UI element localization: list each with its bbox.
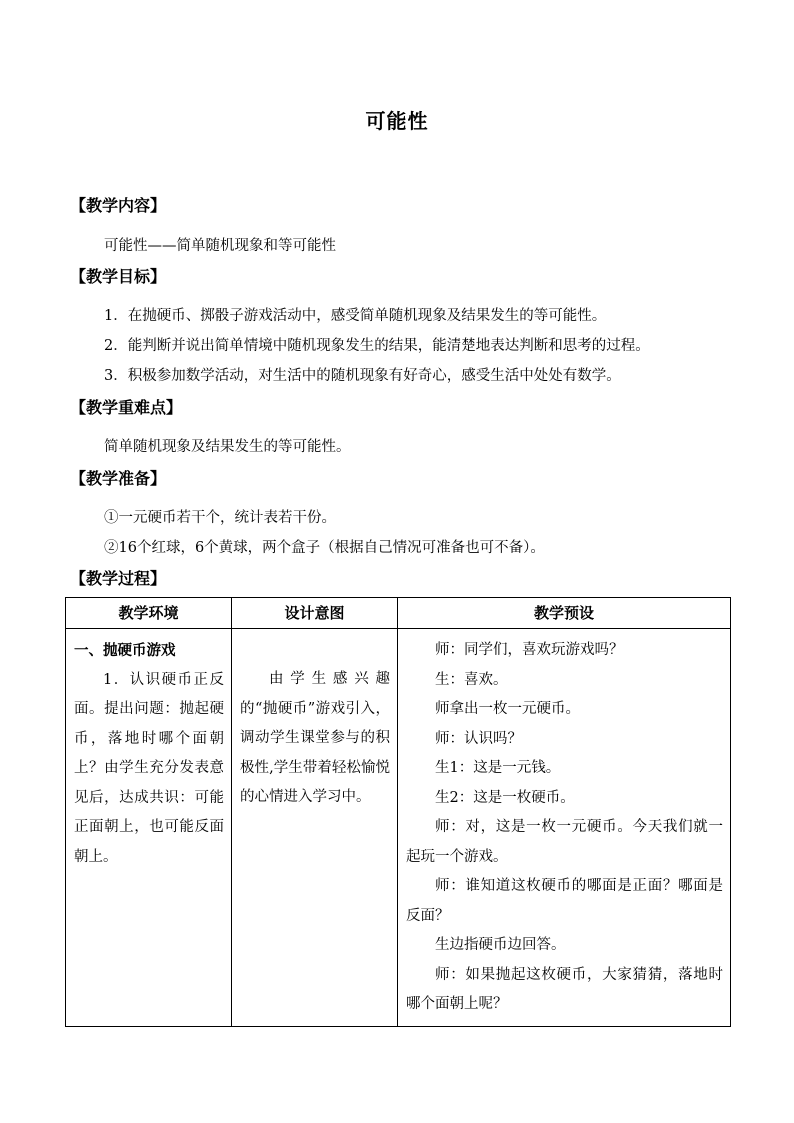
dialogue-line: 师拿出一枚一元硬币。 bbox=[435, 701, 580, 717]
dialogue-line: 生2：这是一枚硬币。 bbox=[435, 789, 575, 806]
dialogue-line: 生边指硬币边回答。 bbox=[435, 937, 566, 953]
table-header-environment: 教学环境 bbox=[66, 598, 232, 629]
content-text: 可能性——简单随机现象和等可能性 bbox=[104, 238, 336, 254]
intent-text: 由学生感兴趣的“抛硬币”游戏引入，调动学生课堂参与的积极性,学生带着轻松愉悦的心情进入学习中。 bbox=[240, 671, 390, 805]
dialogue-line: 师：对，这是一枚一元硬币。今天我们就一起玩一个游戏。 bbox=[406, 819, 723, 865]
dialogue-line: 生1：这是一元钱。 bbox=[435, 760, 561, 776]
section-heading-process: 【教学过程】 bbox=[70, 569, 167, 588]
dialogue-line: 师：认识吗？ bbox=[435, 730, 522, 747]
dialogue-line: 师：如果抛起这枚硬币，大家猜猜，落地时哪个面朝上呢？ bbox=[406, 966, 723, 1012]
page-title: 可能性 bbox=[365, 109, 429, 133]
objective-item-1: 1．在抛硬币、掷骰子游戏活动中，感受简单随机现象及结果发生的等可能性。 bbox=[104, 308, 607, 324]
key-points-text: 简单随机现象及结果发生的等可能性。 bbox=[104, 439, 351, 455]
table-cell-intent bbox=[232, 629, 398, 1027]
preparation-item-2: ②16个红球，6个黄球，两个盒子（根据自己情况可准备也可不备）。 bbox=[104, 540, 545, 556]
preparation-item-1: ①一元硬币若干个，统计表若干份。 bbox=[104, 510, 336, 526]
dialogue-line: 生：喜欢。 bbox=[435, 671, 508, 688]
table-header-intent: 设计意图 bbox=[232, 598, 398, 629]
table-row bbox=[66, 629, 731, 1027]
teaching-process-table bbox=[65, 597, 731, 1027]
objective-item-3: 3．积极参加数学活动，对生活中的随机现象有好奇心，感受生活中处处有数学。 bbox=[104, 368, 621, 384]
objective-item-2: 2．能判断并说出简单情境中随机现象发生的结果，能清楚地表达判断和思考的过程。 bbox=[104, 338, 650, 354]
env-text: 1．认识硬币正反面。提出问题：抛起硬币，落地时哪个面朝上？由学生充分发表意见后，达成共识：可能正面朝上，也可能反面朝上。 bbox=[74, 671, 224, 865]
section-heading-content: 【教学内容】 bbox=[70, 196, 167, 215]
table-header-preset: 教学预设 bbox=[398, 598, 731, 629]
section-heading-preparation: 【教学准备】 bbox=[70, 469, 167, 488]
section-heading-key-points: 【教学重难点】 bbox=[70, 398, 183, 417]
env-section-title: 一、抛硬币游戏 bbox=[74, 642, 176, 659]
dialogue-line: 师：谁知道这枚硬币的哪面是正面？哪面是反面？ bbox=[406, 878, 723, 924]
table-cell-environment bbox=[66, 629, 232, 1027]
table-header-row bbox=[66, 598, 731, 629]
section-heading-objectives: 【教学目标】 bbox=[70, 267, 167, 286]
table-cell-preset bbox=[398, 629, 731, 1027]
dialogue-line: 师：同学们，喜欢玩游戏吗？ bbox=[435, 642, 624, 658]
